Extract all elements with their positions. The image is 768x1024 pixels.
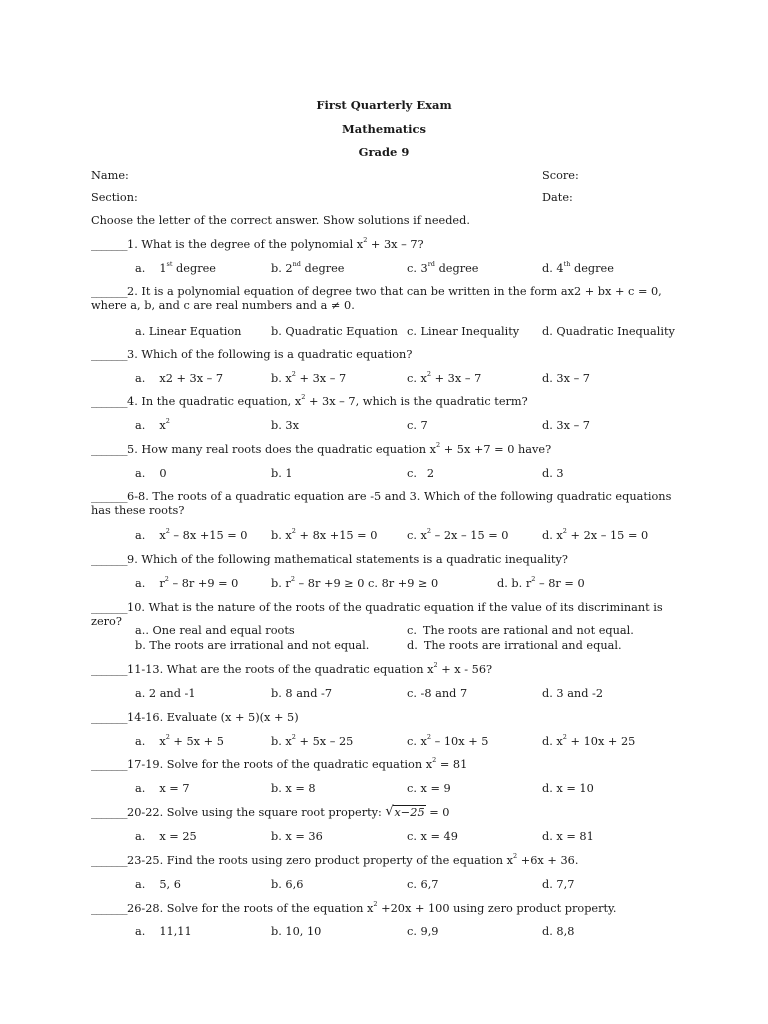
option-b: b. x = 36 <box>271 830 323 843</box>
exam-subject: Mathematics <box>342 121 426 136</box>
question-10: _______10. What is the nature of the roots of the quadratic equation if the value of its discriminant is zero? <box>91 601 663 629</box>
option-a: a. x = 25 <box>135 830 197 843</box>
option-a: a. $r^2 - 8r +9 = 0$ <box>135 575 239 590</box>
option-d: d. b. $r^2 - 8r = 0$ <box>497 575 585 590</box>
answer-blank: _______ <box>91 285 128 298</box>
option-d: d. 3 and -2 <box>542 687 604 700</box>
square-root-expression: √ x−25 <box>385 806 425 820</box>
answer-blank: _______ <box>91 758 128 771</box>
question-26-28: _______26-28. Solve for the roots of the equation $x^2 +20x + 100$ using zero product property. <box>91 900 617 915</box>
question-11-13: _______11-13. What are the roots of the quadratic equation $x^2 + x - 56$? <box>91 661 493 676</box>
option-b: b. $r^2 - 8r +9 \ge 0$ c. 8r +9 ≥ 0 <box>271 575 439 590</box>
answer-blank: _______ <box>91 663 128 676</box>
option-a: a. 11,11 <box>135 925 192 938</box>
question-3: _______3. Which of the following is a quadratic equation? <box>91 348 413 361</box>
option-d: d. 3x – 7 <box>542 419 590 432</box>
option-d: d. 3 <box>542 467 564 480</box>
answer-blank: _______ <box>91 601 128 614</box>
answer-blank: _______ <box>91 902 128 915</box>
option-d: d. Quadratic Inequality <box>542 325 675 338</box>
question-23-25: _______23-25. Find the roots using zero product property of the equation $x^2 +6x + 36$. <box>91 852 579 867</box>
option-c: c. 2 <box>407 467 435 480</box>
question-5: _______5. How many real roots does the quadratic equation $x^2 + 5x +7 = 0$ have? <box>91 441 552 456</box>
option-b: b. 10, 10 <box>271 925 322 938</box>
option-c: c. 7 <box>407 419 428 432</box>
answer-blank: _______ <box>91 443 128 456</box>
option-a: a. 2 and -1 <box>135 687 196 700</box>
option-c: c. 9,9 <box>407 925 439 938</box>
answer-blank: _______ <box>91 490 128 503</box>
question-1: _______1. What is the degree of the polynomial $x^2 + 3x - 7$? <box>91 236 424 251</box>
option-a: a. x2 + 3x – 7 <box>135 372 224 385</box>
question-4: _______4. In the quadratic equation, $x^2 + 3x - 7$, which is the quadratic term? <box>91 393 528 408</box>
option-d: d. 3x – 7 <box>542 372 590 385</box>
option-b: b. $x^2 + 3x - 7$ <box>271 370 347 385</box>
section-field-label: Section: <box>91 191 138 204</box>
option-c: c. 6,7 <box>407 878 439 891</box>
option-c: c. $x^2 + 3x - 7$ <box>407 370 482 385</box>
option-d: d. x = 10 <box>542 782 594 795</box>
option-a: a. 5, 6 <box>135 878 181 891</box>
option-b: b. $x^2 + 5x - 25$ <box>271 733 354 748</box>
answer-blank: _______ <box>91 238 128 251</box>
date-field-label: Date: <box>542 191 573 204</box>
question-20-22: _______20-22. Solve using the square root property: √ x−25 = 0 <box>91 806 681 820</box>
option-a: a. $x^2 + 5x + 5$ <box>135 733 224 748</box>
question-9: _______9. Which of the following mathematical statements is a quadratic inequality? <box>91 553 568 566</box>
answer-blank: _______ <box>91 711 128 724</box>
option-d: d. 4th degree <box>542 260 614 275</box>
option-b: b. x = 8 <box>271 782 316 795</box>
option-b: b. 3x <box>271 419 299 432</box>
option-a: a. 1st degree <box>135 260 216 275</box>
option-b: b. 8 and -7 <box>271 687 333 700</box>
option-d: d. $x^2 + 10x + 25$ <box>542 733 636 748</box>
question-6-8: _______6-8. The roots of a quadratic equation are -5 and 3. Which of the following quadratic equations has these roots? <box>91 490 672 518</box>
answer-blank: _______ <box>91 348 128 361</box>
option-b: b. 2nd degree <box>271 260 345 275</box>
score-field-label: Score: <box>542 169 579 182</box>
option-d: d. $x^2 + 2x - 15 = 0$ <box>542 527 649 542</box>
option-b: b. 6,6 <box>271 878 304 891</box>
question-17-19: _______17-19. Solve for the roots of the quadratic equation $x^2 = 81$ <box>91 756 468 771</box>
option-c: c. x = 49 <box>407 830 458 843</box>
option-d: d. 7,7 <box>542 878 575 891</box>
option-a: a. 0 <box>135 467 167 480</box>
exam-header <box>0 98 768 169</box>
option-d: d. The roots are irrational and equal. <box>407 639 622 652</box>
answer-blank: _______ <box>91 395 128 408</box>
instructions: Choose the letter of the correct answer. Show solutions if needed. <box>91 214 470 227</box>
option-c: c. $x^2 - 10x + 5$ <box>407 733 489 748</box>
option-a: a. x = 7 <box>135 782 190 795</box>
option-c: c. $x^2 - 2x - 15 = 0$ <box>407 527 509 542</box>
option-b: b. $x^2 + 8x +15 = 0$ <box>271 527 378 542</box>
option-d: d. 8,8 <box>542 925 575 938</box>
option-c: c. -8 and 7 <box>407 687 468 700</box>
question-2: _______2. It is a polynomial equation of degree two that can be written in the form ax2 + bx + c = 0, where a, b, and c are real numbers and a ≠ 0. <box>91 285 662 313</box>
option-b: b. The roots are irrational and not equal. <box>135 639 370 652</box>
exam-title: First Quarterly Exam <box>316 98 452 112</box>
name-field-label: Name: <box>91 169 129 182</box>
option-a: a. $x^2$ <box>135 417 170 432</box>
option-c: c. The roots are rational and not equal. <box>407 624 634 637</box>
option-d: d. x = 81 <box>542 830 594 843</box>
option-a: a. $x^2 - 8x +15 = 0$ <box>135 527 248 542</box>
option-b: b. Quadratic Equation <box>271 325 398 338</box>
option-b: b. 1 <box>271 467 293 480</box>
exam-grade: Grade 9 <box>358 145 410 159</box>
answer-blank: _______ <box>91 806 128 819</box>
answer-blank: _______ <box>91 854 128 867</box>
question-14-16: _______14-16. Evaluate (x + 5)(x + 5) <box>91 711 299 724</box>
option-a: a.. One real and equal roots <box>135 624 295 637</box>
option-c: c. 3rd degree <box>407 260 479 275</box>
answer-blank: _______ <box>91 553 128 566</box>
option-c: c. Linear Inequality <box>407 325 520 338</box>
option-c: c. x = 9 <box>407 782 451 795</box>
option-a: a. Linear Equation <box>135 325 242 338</box>
